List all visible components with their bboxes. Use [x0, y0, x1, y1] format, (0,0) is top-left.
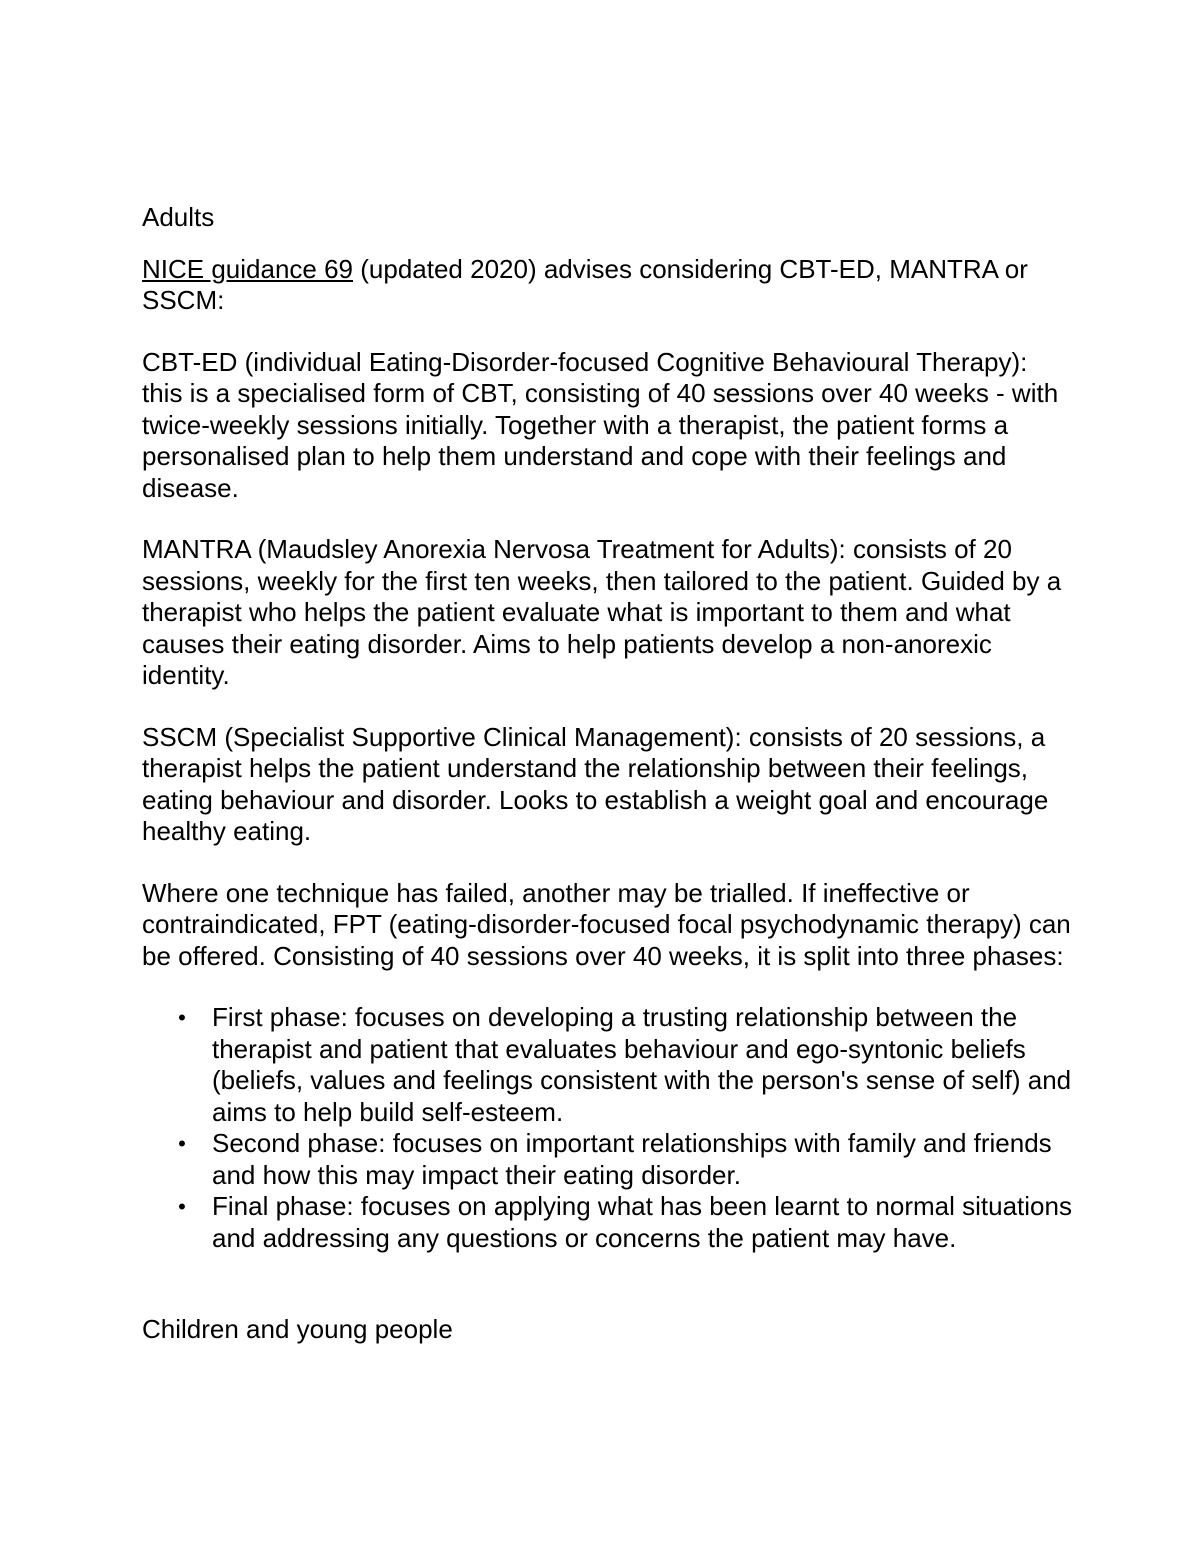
phase-text-second: Second phase: focuses on important relationships with family and friends and how this may impact their eating disorder.: [212, 1128, 1052, 1190]
bullet-icon: •: [178, 1194, 186, 1219]
document-body: [142, 202, 1072, 1346]
fpt-paragraph: Where one technique has failed, another may be trialled. If ineffective or contraindicated, FPT (eating-disorder-focused focal psychodynamic therapy) can be offered. Consisting of 40 sessions over 40 weeks, it is split into three phases:: [142, 877, 1071, 971]
fpt-phases-list: [142, 1002, 1072, 1254]
list-item: [142, 1191, 1072, 1254]
sscm-paragraph: SSCM (Specialist Supportive Clinical Management): consists of 20 sessions, a therapist helps the patient understand the relationship between their feelings, eating behaviour and disorder. Looks to establish a weight goal and encourage healthy eating.: [142, 721, 1049, 846]
children-heading: Children and young people: [142, 1314, 453, 1344]
bullet-icon: •: [178, 1005, 186, 1030]
list-item: [142, 1128, 1072, 1191]
phase-text-first: First phase: focuses on developing a trusting relationship between the therapist and patient that evaluates behaviour and ego-syntonic beliefs (beliefs, values and feelings consistent with the person's sense of self) and aims to help build self-esteem.: [212, 1002, 1072, 1127]
adults-heading: Adults: [142, 202, 215, 232]
nice-intro-text: (updated 2020) advises considering CBT-ED, MANTRA or SSCM:: [142, 253, 1028, 315]
bullet-icon: •: [178, 1131, 186, 1156]
nice-guidance-link[interactable]: NICE guidance 69: [142, 253, 354, 284]
list-item: [142, 1002, 1072, 1128]
nice-intro-paragraph: [142, 254, 1072, 317]
mantra-paragraph: MANTRA (Maudsley Anorexia Nervosa Treatment for Adults): consists of 20 sessions, weekly for the first ten weeks, then tailored to the patient. Guided by a therapist who helps the patient evaluate what is important to them and what causes their eating disorder. Aims to help patients develop a non-anorexic identity.: [142, 534, 1062, 690]
phase-text-final: Final phase: focuses on applying what has been learnt to normal situations and addressing any questions or concerns the patient may have.: [212, 1191, 1072, 1253]
cbt-ed-paragraph: CBT-ED (individual Eating-Disorder-focused Cognitive Behavioural Therapy): this is a specialised form of CBT, consisting of 40 sessions over 40 weeks - with twice-weekly sessions initially. Together with a therapist, the patient forms a personalised plan to help them understand and cope with their feelings and disease.: [142, 346, 1059, 503]
